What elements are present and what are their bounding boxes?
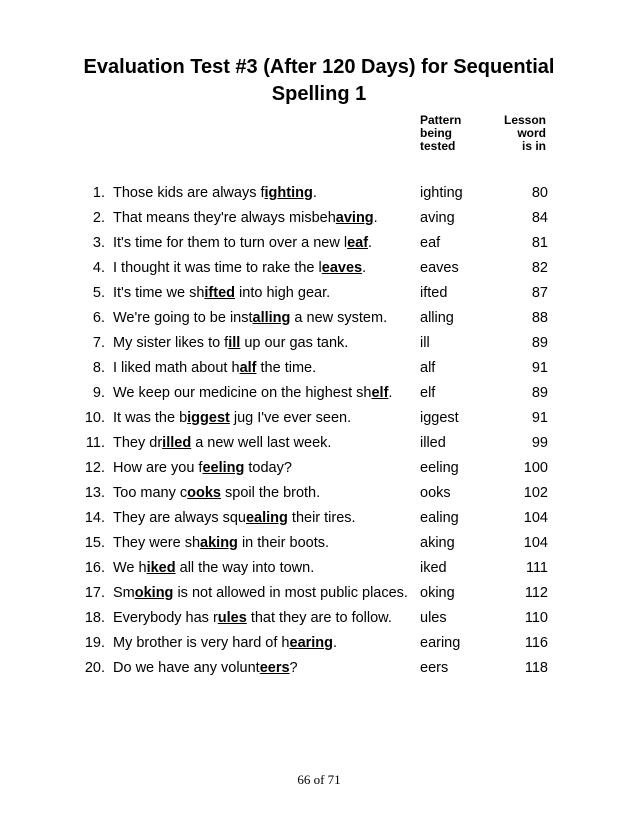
pattern-cell: alf [420,360,436,376]
item-sentence [113,256,366,281]
lesson-cell: 87 [531,285,548,301]
sentence-text: a new system. [290,310,388,326]
pattern-column-header [420,114,461,153]
item-sentence [113,531,329,556]
header-text: Pattern [420,113,462,127]
sentence-text: . [388,385,393,401]
sentence-text: We h [113,560,147,576]
item-sentence [113,556,314,581]
pattern-cell: aking [420,535,455,551]
test-item-row [0,181,638,206]
test-item-row [0,556,638,581]
sentence-text: their tires. [287,510,356,526]
item-sentence [113,406,351,431]
tested-pattern-text: eaf [347,235,369,251]
sentence-text: . [373,210,378,226]
item-number: 2. [92,210,105,226]
sentence-text: It was the b [113,410,188,426]
pattern-cell: ifted [420,285,448,301]
test-item-row [0,356,638,381]
sentence-text: They are always squ [113,510,246,526]
tested-pattern-text: oking [134,585,174,601]
test-item-row [0,456,638,481]
tested-pattern-text: ealing [245,510,288,526]
item-number: 14. [84,510,105,526]
test-item-row [0,231,638,256]
tested-pattern-text: elf [371,385,389,401]
lesson-cell: 116 [524,635,548,651]
sentence-text: . [368,235,373,251]
item-sentence [113,206,378,231]
title-line-2: Spelling 1 [271,83,367,105]
item-number: 10. [84,410,105,426]
test-item-row [0,206,638,231]
pattern-cell: earing [420,635,461,651]
sentence-text: They dr [113,435,163,451]
tested-pattern-text: ighting [264,185,313,201]
item-sentence [113,606,392,631]
pattern-cell: ill [420,335,430,351]
tested-pattern-text: aking [200,535,238,551]
sentence-text: is not allowed in most public places. [173,585,408,601]
item-number: 5. [92,285,105,301]
item-number: 17. [84,585,105,601]
item-sentence [113,231,372,256]
pattern-cell: eaves [420,260,459,276]
tested-pattern-text: ooks [187,485,221,501]
sentence-text: today? [244,460,292,476]
item-sentence [113,431,331,456]
item-number: 3. [92,235,105,251]
sentence-text: How are you f [113,460,203,476]
lesson-cell: 110 [524,610,548,626]
tested-pattern-text: ill [228,335,241,351]
sentence-text: Sm [113,585,135,601]
page-number: 66 of 71 [297,772,341,787]
lesson-cell: 89 [531,385,548,401]
sentence-text: in their boots. [237,535,329,551]
lesson-cell: 82 [531,260,548,276]
header-text: Lesson [503,113,546,127]
sentence-text: Too many c [113,485,188,501]
sentence-text: I thought it was time to rake the l [113,260,322,276]
item-sentence [113,331,348,356]
lesson-cell: 100 [523,460,548,476]
item-sentence [113,456,292,481]
item-sentence [113,306,387,331]
item-number: 16. [84,560,105,576]
item-number: 4. [92,260,105,276]
lesson-cell: 89 [531,335,548,351]
item-sentence [113,581,408,606]
pattern-cell: ules [420,610,447,626]
lesson-cell: 104 [523,510,548,526]
lesson-cell: 88 [531,310,548,326]
tested-pattern-text: ules [217,610,247,626]
pattern-cell: iked [420,560,447,576]
item-sentence [113,181,317,206]
pattern-cell: aving [420,210,455,226]
sentence-text: ? [289,660,298,676]
tested-pattern-text: illed [162,435,192,451]
lesson-cell: 91 [531,410,548,426]
sentence-text: My sister likes to f [113,335,229,351]
header-text: is in [521,139,546,153]
sentence-text: . [312,185,317,201]
item-sentence [113,281,330,306]
item-number: 18. [84,610,105,626]
pattern-cell: oking [420,585,455,601]
sentence-text: . [362,260,367,276]
pattern-cell: ooks [420,485,451,501]
sentence-text: Everybody has r [113,610,218,626]
tested-pattern-text: aving [335,210,374,226]
tested-pattern-text: eers [259,660,290,676]
item-number: 9. [92,385,105,401]
sentence-text: spoil the broth. [221,485,321,501]
tested-pattern-text: alling [252,310,291,326]
item-number: 7. [92,335,105,351]
test-item-row [0,431,638,456]
sentence-text: jug I've ever seen. [229,410,352,426]
sentence-text: that they are to follow. [246,610,392,626]
sentence-text: . [333,635,338,651]
tested-pattern-text: iked [146,560,176,576]
test-item-row [0,606,638,631]
sentence-text: Those kids are always f [113,185,265,201]
lesson-column-header [504,114,546,153]
tested-pattern-text: earing [289,635,334,651]
sentence-text: It's time we sh [113,285,205,301]
test-item-row [0,381,638,406]
lesson-cell: 84 [531,210,548,226]
item-number: 1. [92,185,105,201]
test-item-row [0,506,638,531]
test-item-row [0,631,638,656]
sentence-text: That means they're always misbeh [113,210,336,226]
lesson-cell: 112 [524,585,548,601]
test-item-row [0,256,638,281]
item-number: 6. [92,310,105,326]
item-sentence [113,356,316,381]
lesson-cell: 91 [531,360,548,376]
pattern-cell: illed [420,435,446,451]
title-line-1: Evaluation Test #3 (After 120 Days) for Sequential [83,56,555,78]
item-sentence [113,656,298,681]
item-sentence [113,506,356,531]
item-sentence [113,631,337,656]
tested-pattern-text: ifted [204,285,236,301]
header-text: word [517,126,546,140]
item-number: 19. [84,635,105,651]
pattern-cell: elf [420,385,436,401]
pattern-cell: eaf [420,235,441,251]
lesson-cell: 102 [523,485,548,501]
lesson-cell: 118 [524,660,548,676]
sentence-text: They were sh [113,535,201,551]
item-sentence [113,481,320,506]
pattern-cell: ighting [420,185,463,201]
test-item-row [0,531,638,556]
sentence-text: into high gear. [235,285,331,301]
test-item-row [0,581,638,606]
sentence-text: up our gas tank. [240,335,349,351]
item-number: 20. [84,660,105,676]
header-text: being [420,126,452,140]
sentence-text: We keep our medicine on the highest sh [113,385,372,401]
item-number: 8. [92,360,105,376]
pattern-cell: iggest [420,410,459,426]
sentence-text: My brother is very hard of h [113,635,290,651]
sentence-text: I liked math about h [113,360,240,376]
test-item-row [0,281,638,306]
header-text: tested [420,139,456,153]
test-item-row [0,406,638,431]
page-title [60,54,578,108]
pattern-cell: eers [420,660,449,676]
lesson-cell: 111 [525,560,548,576]
item-number: 13. [84,485,105,501]
tested-pattern-text: eeling [202,460,245,476]
tested-pattern-text: iggest [187,410,230,426]
lesson-cell: 80 [531,185,548,201]
sentence-text: We're going to be inst [113,310,253,326]
pattern-cell: eeling [420,460,459,476]
tested-pattern-text: alf [239,360,257,376]
lesson-cell: 99 [531,435,548,451]
lesson-cell: 104 [523,535,548,551]
tested-pattern-text: eaves [321,260,363,276]
sentence-text: all the way into town. [175,560,315,576]
lesson-cell: 81 [531,235,548,251]
sentence-text: It's time for them to turn over a new l [113,235,348,251]
test-item-row [0,656,638,681]
pattern-cell: alling [420,310,454,326]
item-number: 11. [85,435,105,451]
sentence-text: the time. [256,360,317,376]
sentence-text: Do we have any volunt [113,660,260,676]
item-number: 15. [84,535,105,551]
test-items-list [0,181,638,681]
test-item-row [0,306,638,331]
test-item-row [0,331,638,356]
test-item-row [0,481,638,506]
item-number: 12. [84,460,105,476]
item-sentence [113,381,392,406]
sentence-text: a new well last week. [191,435,332,451]
pattern-cell: ealing [420,510,459,526]
